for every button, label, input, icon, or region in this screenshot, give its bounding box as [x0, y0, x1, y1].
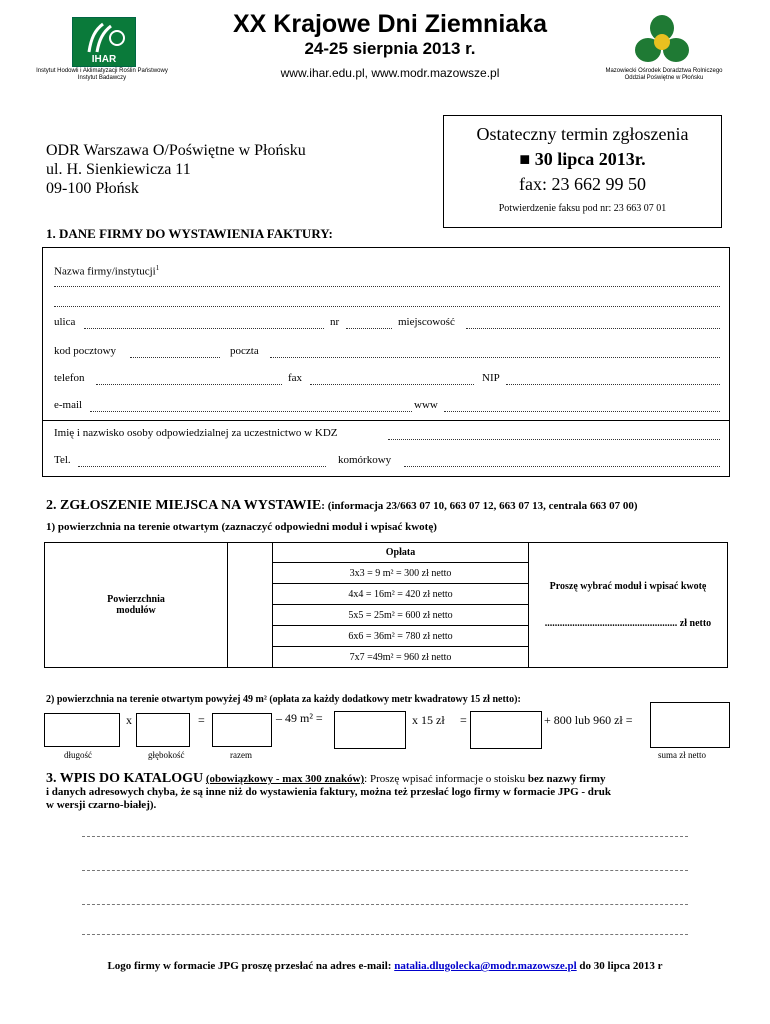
address-line1: ODR Warszawa O/Poświętne w Płońsku — [46, 142, 306, 159]
total-label: razem — [230, 750, 252, 760]
module-label-cell — [45, 543, 228, 668]
section3-text1: : Proszę wpisać informacje o stoisku — [364, 773, 528, 785]
deadline-fax: fax: 23 662 99 50 — [519, 174, 646, 194]
section2-info: : (informacja 23/663 07 10, 663 07 12, 663 07 13, centrala 663 07 00) — [321, 500, 638, 512]
times-sign: x — [126, 713, 132, 727]
mobile-label: komórkowy — [338, 454, 392, 466]
divider — [42, 420, 730, 421]
street-field[interactable] — [84, 328, 324, 329]
catalog-line-4[interactable] — [82, 934, 688, 935]
event-title: XX Krajowe Dni Ziemniaka — [233, 10, 547, 38]
deadline-heading: Ostateczny termin zgłoszenia — [476, 124, 689, 144]
responsible-person-label: Imię i nazwisko osoby odpowiedzialnej za uczestnictwo w KDZ — [54, 427, 338, 439]
modr-caption: Mazowiecki Ośrodek Doradztwa Rolniczego Oddział Poświętne w Płońsku — [605, 68, 723, 81]
option-4x4[interactable]: 4x4 = 16m² = 420 zł netto — [273, 584, 529, 605]
module-label: Powierzchnia modułów — [107, 594, 165, 616]
deadline-box — [443, 115, 722, 228]
phone-field[interactable] — [96, 384, 282, 385]
www-field[interactable] — [444, 411, 720, 412]
minus-49: – 49 m² = — [276, 711, 323, 725]
email-field[interactable] — [90, 411, 412, 412]
nip-label: NIP — [482, 372, 500, 384]
catalog-line-2[interactable] — [82, 870, 688, 871]
modr-logo — [626, 14, 698, 70]
depth-box[interactable] — [136, 713, 190, 747]
option-5x5[interactable]: 5x5 = 25m² = 600 zł netto — [273, 605, 529, 626]
fax-field[interactable] — [310, 384, 474, 385]
sum-label: suma zł netto — [658, 750, 706, 760]
sum-box[interactable] — [650, 702, 730, 748]
address-line3: 09-100 Płońsk — [46, 180, 139, 197]
catalog-line-3[interactable] — [82, 904, 688, 905]
section3-req: (obowiązkowy - max 300 znaków) — [205, 773, 365, 785]
section2-heading — [46, 498, 638, 514]
gap-cell — [228, 543, 273, 668]
choose-text: Proszę wybrać moduł i wpisać kwotę — [549, 581, 707, 592]
address-line2: ul. H. Sienkiewicza 11 — [46, 161, 191, 178]
address-block — [46, 141, 306, 198]
email-label: e-mail — [54, 399, 83, 411]
mobile-field[interactable] — [404, 466, 720, 467]
extra-area-box[interactable] — [334, 711, 406, 749]
post-label: poczta — [230, 345, 259, 357]
tel-field[interactable] — [78, 466, 326, 467]
section2-sub1: 1) powierzchnia na terenie otwartym (zaznaczyć odpowiedni moduł i wpisać kwotę) — [46, 521, 437, 533]
city-label: miejscowość — [398, 316, 455, 328]
section3-line3: w wersji czarno-białej). — [46, 799, 157, 811]
catalog-line-1[interactable] — [82, 836, 688, 837]
trefoil-icon — [626, 14, 698, 70]
extra-fee-box[interactable] — [470, 711, 542, 749]
deadline-date: ■ 30 lipca 2013r. — [519, 149, 646, 169]
nip-field[interactable] — [506, 384, 720, 385]
total-box[interactable] — [212, 713, 272, 747]
section3-title: 3. WPIS DO KATALOGU — [46, 771, 204, 786]
section2-sub2: 2) powierzchnia na terenie otwartym powyżej 49 m² (opłata za każdy dodatkowy metr kwadratowy 15 zł netto): — [46, 694, 521, 705]
fee-header: Opłata — [273, 543, 529, 563]
option-7x7[interactable]: 7x7 =49m² = 960 zł netto — [273, 647, 529, 668]
fax-label: fax — [288, 372, 303, 384]
postcode-label: kod pocztowy — [54, 345, 117, 357]
option-6x6[interactable]: 6x6 = 36m² = 780 zł netto — [273, 626, 529, 647]
times-15: x 15 zł — [412, 713, 445, 727]
equals-sign-2: = — [460, 713, 467, 727]
city-field[interactable] — [466, 328, 720, 329]
footer-tail: do 30 lipca 2013 r — [576, 960, 663, 972]
equals-sign: = — [198, 713, 205, 727]
post-field[interactable] — [270, 357, 720, 358]
websites: www.ihar.edu.pl, www.modr.mazowsze.pl — [280, 66, 500, 80]
ihar-caption: Instytut Hodowli i Aklimatyzacji Roślin Państwowy Instytut Badawczy — [36, 68, 168, 81]
module-table — [44, 542, 728, 668]
footer-text: Logo firmy w formacie JPG proszę przesłać na adres e-mail: — [107, 960, 395, 972]
nr-field[interactable] — [346, 328, 392, 329]
option-3x3[interactable]: 3x3 = 9 m² = 300 zł netto — [273, 563, 529, 584]
phone-label: telefon — [54, 372, 85, 384]
section3-text — [46, 772, 736, 812]
footer-email-link[interactable]: natalia.dlugolecka@modr.mazowsze.pl — [394, 960, 577, 972]
section3-line2: i danych adresowych chyba, że są inne niż do wystawienia faktury, można też przesłać logo firmy w formacie JPG - druk — [46, 786, 612, 798]
responsible-person-field[interactable] — [388, 439, 720, 440]
section1-title: 1. DANE FIRMY DO WYSTAWIENIA FAKTURY: — [46, 226, 333, 241]
plus-base-fee: + 800 lub 960 zł = — [544, 713, 633, 727]
amount-net: ..................................................... zł netto — [544, 618, 712, 629]
footer-note — [0, 960, 770, 972]
section3-bold1: bez nazwy firmy — [527, 773, 606, 785]
choose-cell[interactable] — [529, 543, 728, 668]
ihar-logo — [72, 17, 136, 67]
ihar-logo-text: IHAR — [91, 54, 117, 65]
company-name-field[interactable] — [54, 286, 720, 287]
company-name-text: Nazwa firmy/instytucji — [54, 265, 156, 278]
nr-label: nr — [330, 316, 340, 328]
length-box[interactable] — [44, 713, 120, 747]
section2-title: 2. ZGŁOSZENIE MIEJSCA NA WYSTAWIE — [46, 498, 322, 513]
depth-label: głębokość — [148, 750, 185, 760]
street-label: ulica — [54, 316, 76, 328]
fax-confirm: Potwierdzenie faksu pod nr: 23 663 07 01 — [498, 203, 667, 214]
length-label: długość — [64, 750, 92, 760]
company-data-box — [42, 247, 730, 477]
postcode-field[interactable] — [130, 357, 220, 358]
tel-label: Tel. — [54, 454, 71, 466]
company-name-label — [54, 264, 159, 278]
event-dates: 24-25 sierpnia 2013 r. — [304, 39, 476, 58]
footnote-mark: 1 — [155, 264, 160, 272]
company-name-field-2[interactable] — [54, 306, 720, 307]
www-label: www — [414, 399, 438, 411]
